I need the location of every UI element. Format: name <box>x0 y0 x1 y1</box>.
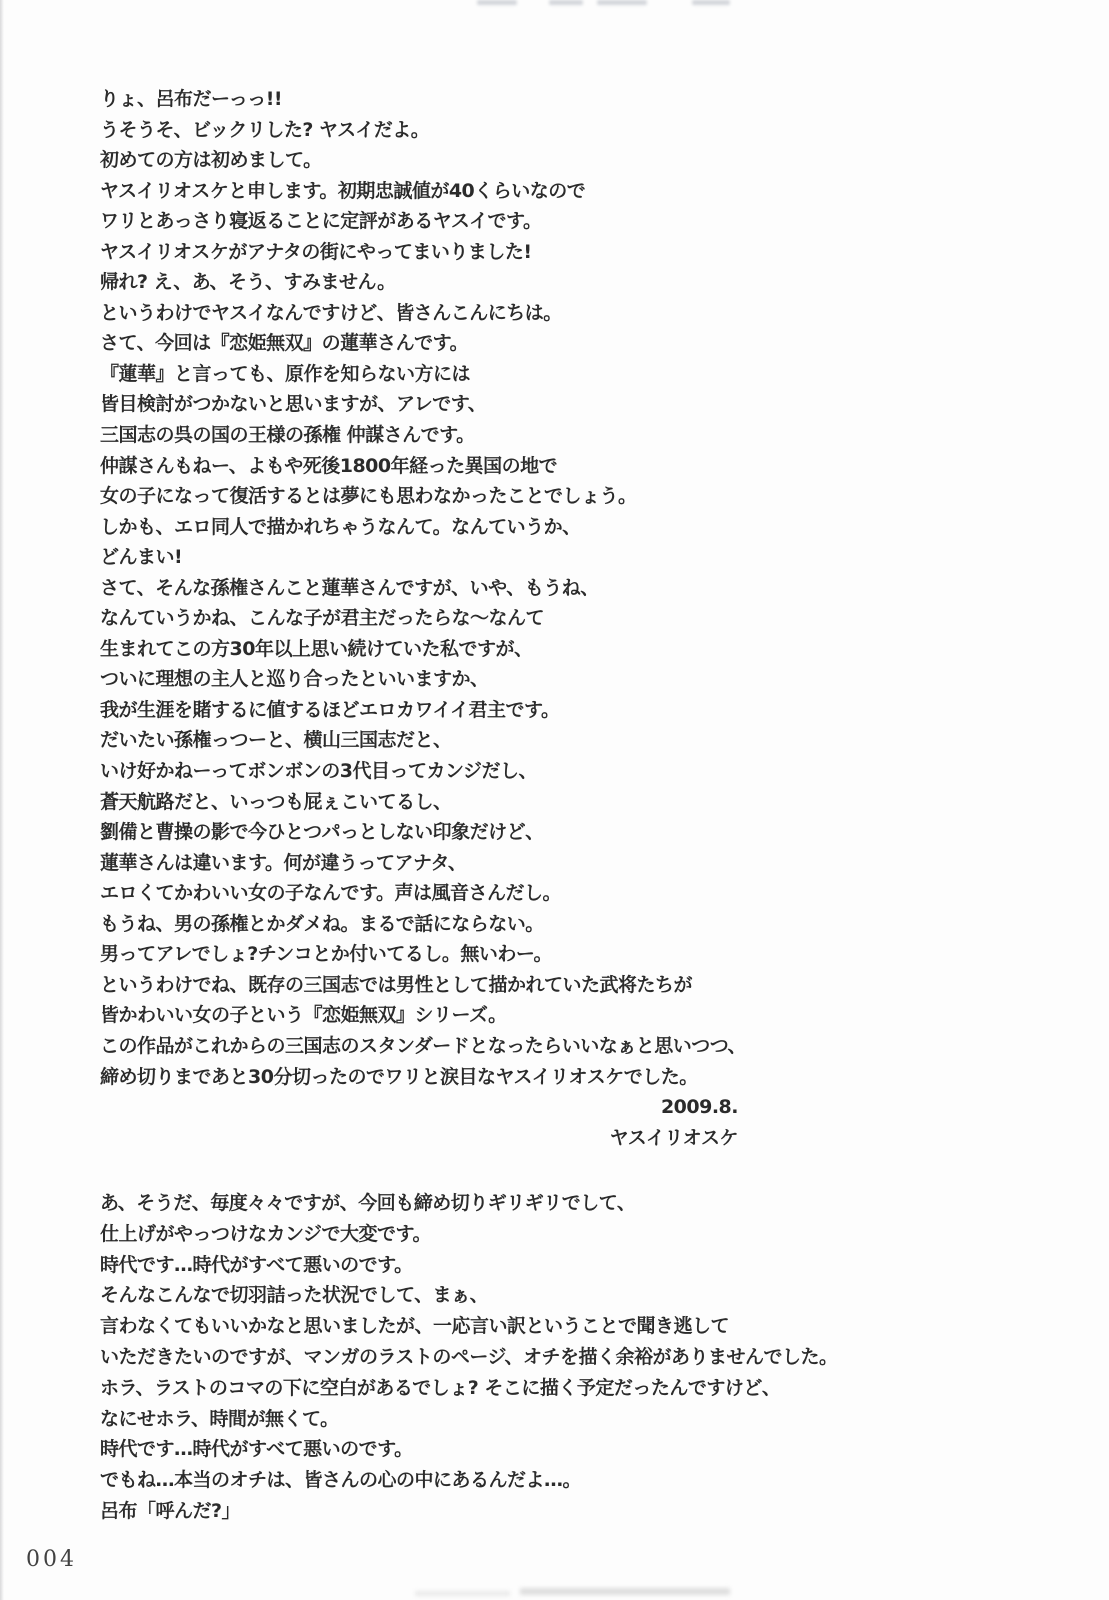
afterword-date: 2009.8. <box>660 1096 738 1119</box>
text-line: 男ってアレでしょ?チンコとか付いてるし。無いわー。 <box>100 943 553 966</box>
scan-edge-shadow <box>0 0 4 1600</box>
text-line: 『蓮華』と言っても、原作を知らない方には <box>100 362 471 385</box>
text-line: 劉備と曹操の影で今ひとつパっとしない印象だけど、 <box>100 821 544 844</box>
afterword-text <box>100 84 746 1153</box>
postscript-text <box>100 1188 838 1527</box>
text-line: だいたい孫権っつーと、横山三国志だと、 <box>100 729 452 752</box>
text-line: ホラ、ラストのコマの下に空白があるでしょ? そこに描く予定だったんですけど、 <box>100 1376 781 1399</box>
text-line: 我が生涯を賭するに値するほどエロカワイイ君主です。 <box>100 698 560 721</box>
text-line: さて、今回は『恋姫無双』の蓮華さんです。 <box>100 332 469 355</box>
text-line: 帰れ? え、あ、そう、すみません。 <box>100 271 396 294</box>
text-line: 蒼天航路だと、いっつも屁ぇこいてるし、 <box>100 790 452 813</box>
text-line: 言わなくてもいいかなと思いましたが、一応言い訳ということで聞き逃して <box>100 1315 730 1338</box>
text-line: でもね…本当のオチは、皆さんの心の中にあるんだよ…。 <box>100 1469 582 1492</box>
scan-smudge <box>520 1588 730 1595</box>
text-line: 時代です…時代がすべて悪いのです。 <box>100 1253 413 1276</box>
text-line: 締め切りまであと30分切ったのでワリと涙目なヤスイリオスケでした。 <box>100 1065 698 1088</box>
text-line: エロくてかわいい女の子なんです。声は風音さんだし。 <box>100 882 561 905</box>
scan-smudge <box>692 0 730 5</box>
text-line: 三国志の呉の国の王様の孫権 仲謀さんです。 <box>100 424 475 447</box>
text-line: うそうそ、ビックリした? ヤスイだよ。 <box>100 118 430 141</box>
text-line: ついに理想の主人と巡り合ったといいますか、 <box>100 668 489 691</box>
text-line: なんていうかね、こんな子が君主だったらな〜なんて <box>100 607 545 630</box>
scan-smudge <box>597 0 647 5</box>
text-line: というわけでね、既存の三国志では男性として描かれていた武将たちが <box>100 973 693 996</box>
text-line: 皆かわいい女の子という『恋姫無双』シリーズ。 <box>100 1004 507 1027</box>
text-line: しかも、エロ同人で描かれちゃうなんて。なんていうか、 <box>100 515 581 538</box>
text-line: ヤスイリオスケがアナタの街にやってまいりました! <box>100 240 532 263</box>
text-line: いただきたいのですが、マンガのラストのページ、オチを描く余裕がありませんでした。 <box>100 1345 838 1368</box>
text-line: ヤスイリオスケと申します。初期忠誠値が40くらいなので <box>100 179 586 202</box>
text-line: あ、そうだ、毎度々々ですが、今回も締め切りギリギリでして、 <box>100 1192 636 1214</box>
scan-smudge <box>477 0 517 5</box>
text-line: 皆目検討がつかないと思いますが、アレです、 <box>100 393 487 416</box>
text-line: ワリとあっさり寝返ることに定評があるヤスイです。 <box>100 210 542 233</box>
text-line: 呂布「呼んだ?」 <box>100 1499 241 1522</box>
text-line: 仕上げがやっつけなカンジで大変です。 <box>100 1222 432 1245</box>
text-line: なにせホラ、時間が無くて。 <box>100 1407 339 1430</box>
text-line: もうね、男の孫権とかダメね。まるで話にならない。 <box>100 912 544 935</box>
text-line: さて、そんな孫権さんこと蓮華さんですが、いや、もうね、 <box>100 576 599 599</box>
text-line: 生まれてこの方30年以上思い続けていた私ですが、 <box>100 637 533 660</box>
text-line: 初めての方は初めまして。 <box>100 149 322 172</box>
scan-smudge <box>549 0 583 5</box>
text-line: というわけでヤスイなんですけど、皆さんこんにちは。 <box>100 301 562 324</box>
text-line: りょ、呂布だーっっ!! <box>100 88 283 110</box>
scan-smudge <box>415 1591 510 1596</box>
afterword-signature: ヤスイリオスケ <box>609 1126 738 1149</box>
text-line: この作品がこれからの三国志のスタンダードとなったらいいなぁと思いつつ、 <box>100 1034 746 1057</box>
text-line: 蓮華さんは違います。何が違うってアナタ、 <box>100 851 467 874</box>
text-line: 時代です…時代がすべて悪いのです。 <box>100 1438 413 1461</box>
page-number: 004 <box>26 1547 77 1572</box>
text-line: 女の子になって復活するとは夢にも思わなかったことでしょう。 <box>100 485 637 508</box>
text-line: そんなこんなで切羽詰った状況でして、まぁ、 <box>100 1284 489 1307</box>
text-line: いけ好かねーってボンボンの3代目ってカンジだし、 <box>100 760 537 783</box>
text-line: 仲謀さんもねー、よもや死後1800年経った異国の地で <box>100 454 558 477</box>
text-line: どんまい! <box>100 546 183 569</box>
